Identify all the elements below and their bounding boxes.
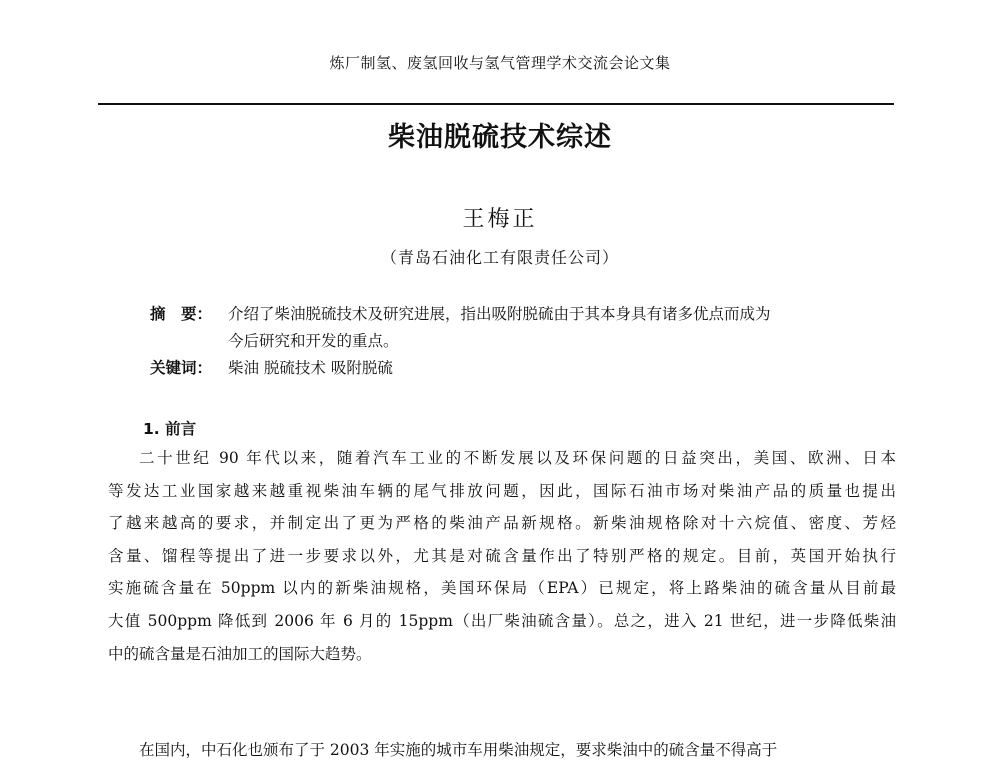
paragraph-line: 中的硫含量是石油加工的国际大趋势。	[108, 644, 372, 663]
keywords-row	[150, 355, 870, 382]
running-header: 炼厂制氢、废氢回收与氢气管理学术交流会论文集	[329, 54, 671, 72]
section-1-paragraph-1	[108, 442, 896, 670]
abstract-line: 介绍了柴油脱硫技术及研究进展，指出吸附脱硫由于其本身具有诸多优点而成为	[228, 305, 771, 323]
abstract-label: 摘 要：	[150, 305, 213, 323]
paragraph-line: 了越来越高的要求，并制定出了更为严格的柴油产品新规格。新柴油规格除对十六烷值、密度、芳烃	[108, 514, 896, 533]
paper-title: 柴油脱硫技术综述	[388, 122, 612, 153]
section-1-paragraph-2	[108, 734, 896, 767]
keywords-text: 柴油 脱硫技术 吸附脱硫	[228, 359, 393, 377]
abstract-text	[228, 301, 870, 355]
paper-author: 王梅正	[462, 207, 538, 232]
abstract-block	[150, 301, 870, 382]
paragraph-line: 等发达工业国家越来越重视柴油车辆的尾气排放问题，因此，国际石油市场对柴油产品的质量也提出	[108, 481, 896, 500]
header-rule	[98, 103, 894, 105]
abstract-row	[150, 301, 870, 355]
abstract-line: 今后研究和开发的重点。	[228, 332, 399, 350]
paragraph-line: 在国内，中石化也颁布了于 2003 年实施的城市车用柴油规定，要求柴油中的硫含量不得高于	[139, 741, 778, 759]
paper-affiliation: （青岛石油化工有限责任公司）	[380, 248, 619, 267]
paragraph-line: 大值 500ppm 降低到 2006 年 6 月的 15ppm（出厂柴油硫含量）。总之，进入 21 世纪，进一步降低柴油	[108, 611, 896, 630]
section-heading: 1. 前言	[143, 420, 197, 438]
paragraph-line: 含量、馏程等提出了进一步要求以外，尤其是对硫含量作出了特别严格的规定。目前，英国开始执行	[108, 546, 896, 565]
keywords-label: 关键词：	[150, 359, 213, 377]
paragraph-line: 二十世纪 90 年代以来，随着汽车工业的不断发展以及环保问题的日益突出，美国、欧洲、日本	[139, 449, 896, 467]
paragraph-line: 实施硫含量在 50ppm 以内的新柴油规格，美国环保局（EPA）已规定，将上路柴油的硫含量从目前最	[108, 579, 896, 598]
